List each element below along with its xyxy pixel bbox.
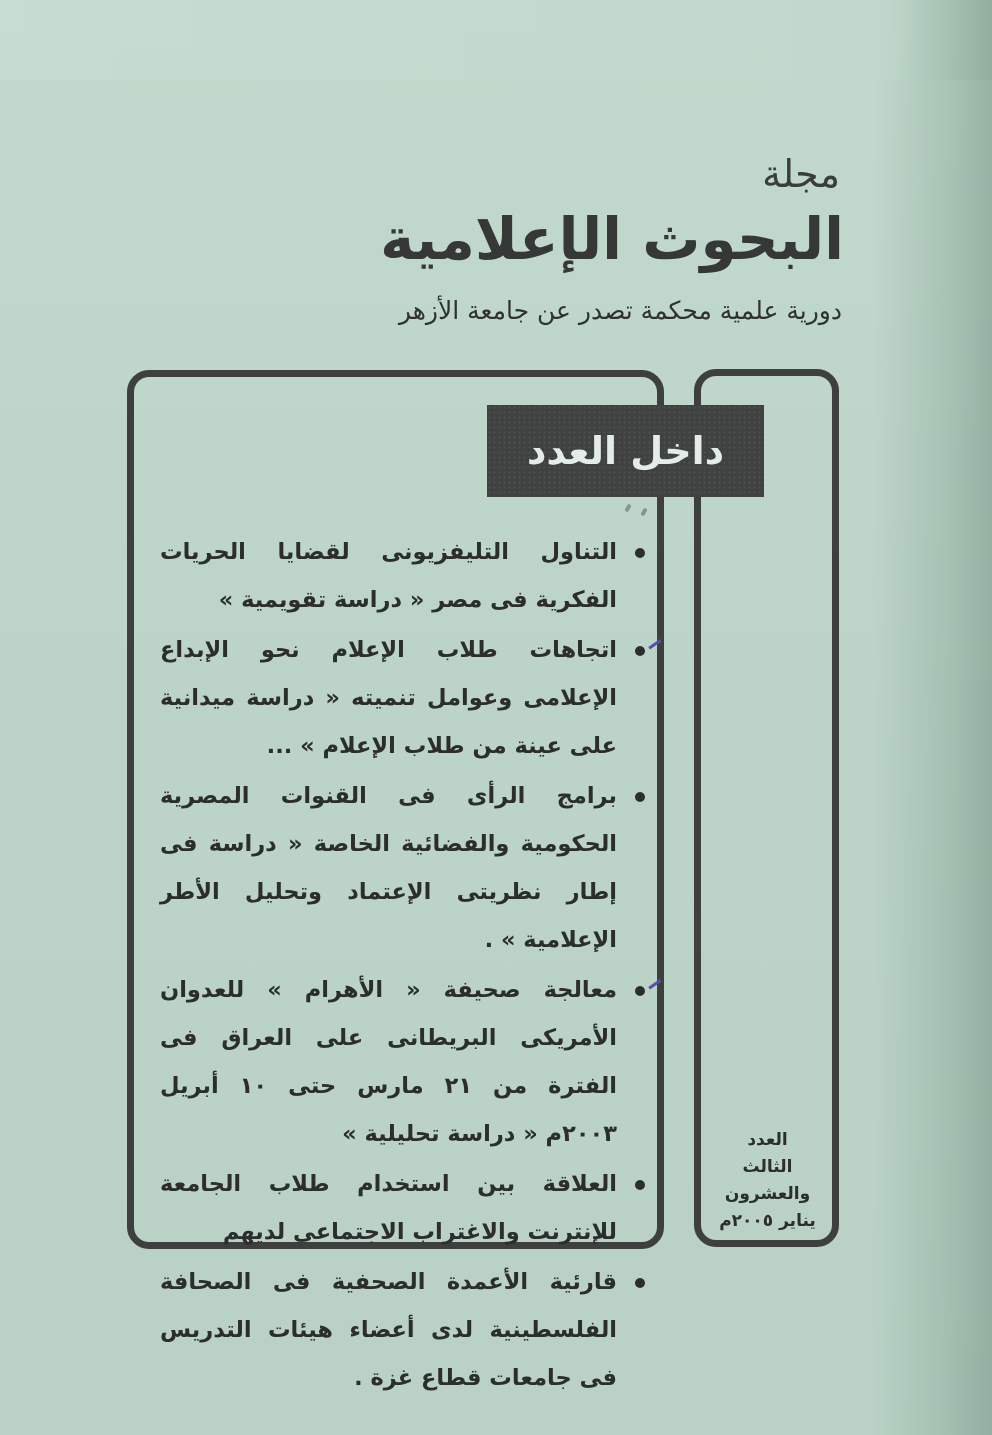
toc-item-text: معالجة صحيفة « الأهرام » للعدوان الأمريكى البريطانى على العراق فى الفترة من ٢١ مارس حتى ١٠ أبريل ٢٠٠٣م « دراسة تحليلية » (160, 977, 617, 1147)
toc-item (160, 966, 645, 1158)
issue-label: العدد (747, 1130, 788, 1150)
bullet-icon (635, 646, 645, 656)
toc-item-text: العلاقة بين استخدام طلاب الجامعة للإنترنت والاغتراب الاجتماعى لديهم (160, 1171, 617, 1245)
issue-info (700, 1127, 835, 1235)
magazine-label: مجلة (762, 152, 840, 196)
issue-frame (694, 369, 839, 1247)
toc-item (160, 772, 645, 964)
issue-date: يناير ٢٠٠٥م (719, 1211, 816, 1231)
journal-title: البحوث الإعلامية (380, 205, 844, 273)
journal-subtitle: دورية علمية محكمة تصدر عن جامعة الأزهر (398, 296, 842, 325)
toc-item (160, 1160, 645, 1256)
ink-smudge (620, 500, 660, 520)
contents-banner-label: داخل العدد (526, 429, 725, 473)
issue-number: الثالث والعشرون (724, 1157, 811, 1204)
toc-item-text: برامج الرأى فى القنوات المصرية الحكومية والفضائية الخاصة « دراسة فى إطار نظريتى الإعتماد وتحليل الأطر الإعلامية » . (160, 783, 617, 953)
bullet-icon (635, 548, 645, 558)
toc-item-text: التناول التليفزيونى لقضايا الحريات الفكرية فى مصر « دراسة تقويمية » (160, 539, 617, 613)
toc-item-text: اتجاهات طلاب الإعلام نحو الإبداع الإعلامى وعوامل تنميته « دراسة ميدانية على عينة من طلاب الإعلام » ... (160, 637, 617, 759)
bullet-icon (635, 1180, 645, 1190)
toc-item (160, 528, 645, 624)
toc-item-text: قارئية الأعمدة الصحفية فى الصحافة الفلسطينية لدى أعضاء هيئات التدريس فى جامعات قطاع غزة . (160, 1269, 617, 1391)
contents-banner (487, 405, 764, 497)
table-of-contents (160, 528, 645, 1402)
toc-item (160, 626, 645, 770)
bullet-icon (635, 792, 645, 802)
bullet-icon (635, 986, 645, 996)
bullet-icon (635, 1278, 645, 1288)
toc-item (160, 1258, 645, 1402)
scan-top-strip (0, 0, 992, 80)
